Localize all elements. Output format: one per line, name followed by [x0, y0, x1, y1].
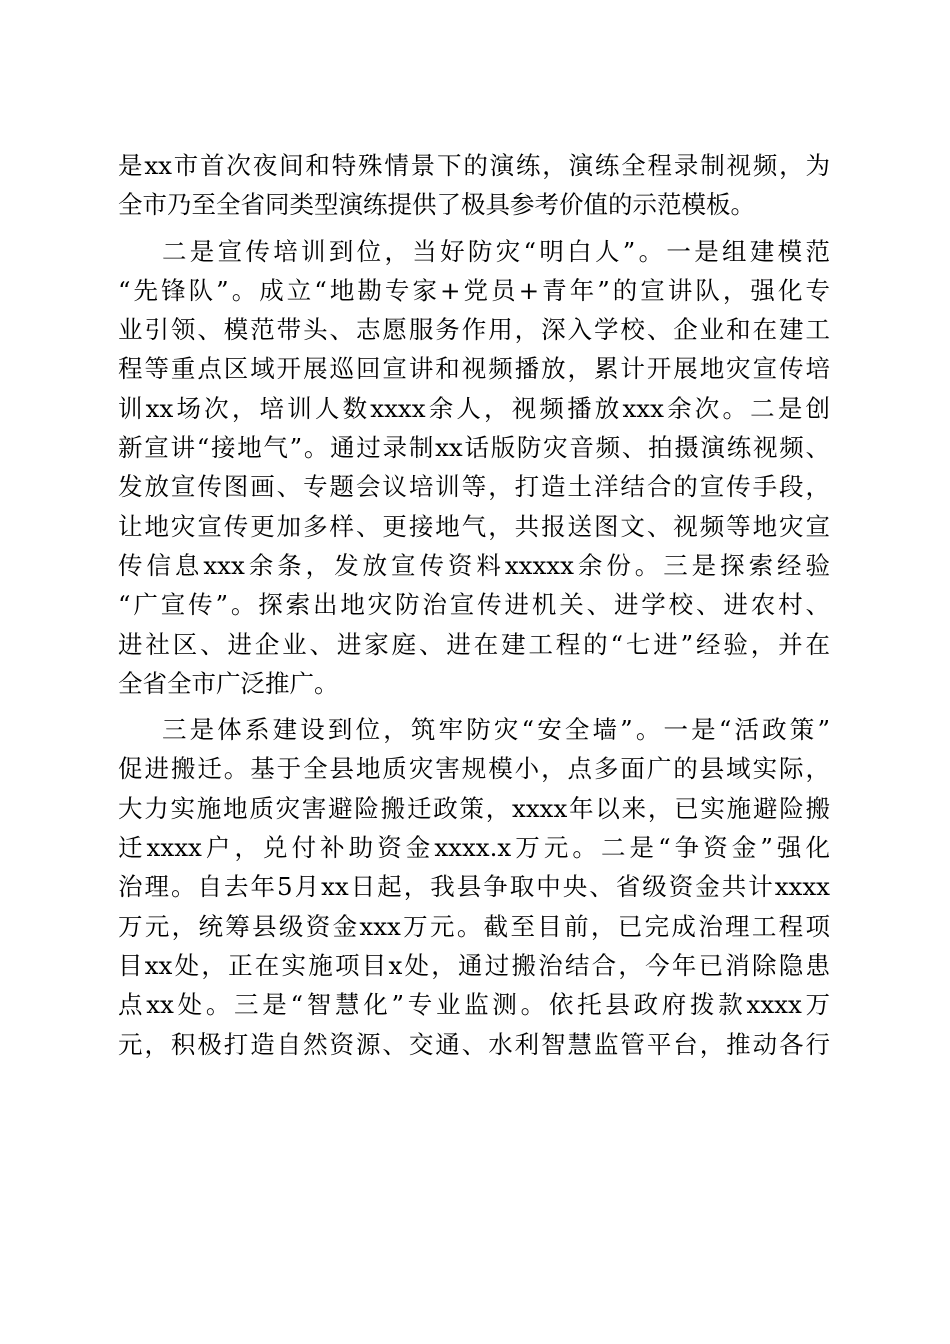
paragraph-spacer: [118, 225, 830, 232]
paragraph-line: 全省全市广泛推广。: [118, 668, 339, 698]
paragraph-spacer: [118, 703, 830, 710]
paragraph-line: 万元，统筹县级资金xxx万元。截至目前，已完成治理工程项: [118, 911, 830, 941]
paragraph-line: 发放宣传图画、专题会议培训等，打造土洋结合的宣传手段，: [118, 472, 830, 502]
paragraph-1: [118, 146, 830, 225]
paragraph-line: 让地灾宣传更加多样、更接地气，共报送图文、视频等地灾宣: [118, 511, 830, 541]
paragraph-line: 治理。自去年5月xx日起，我县争取中央、省级资金共计xxxx: [118, 872, 830, 902]
paragraph-line: “先锋队”。成立“地勘专家+党员+青年”的宣讲队，强化专: [118, 275, 830, 305]
paragraph-line: 迁xxxx户，兑付补助资金xxxx.x万元。二是“争资金”强化: [118, 833, 830, 863]
paragraph-line: 促进搬迁。基于全县地质灾害规模小，点多面广的县域实际，: [118, 754, 830, 784]
paragraph-line: “广宣传”。探索出地灾防治宣传进机关、进学校、进农村、: [118, 590, 830, 620]
paragraph-line: 是xx市首次夜间和特殊情景下的演练，演练全程录制视频，为: [118, 151, 830, 180]
paragraph-line: 训xx场次，培训人数xxxx余人，视频播放xxx余次。二是创: [118, 393, 830, 423]
paragraph-2: [118, 232, 830, 704]
paragraph-line: 业引领、模范带头、志愿服务作用，深入学校、企业和在建工: [118, 315, 830, 345]
paragraph-line: 程等重点区域开展巡回宣讲和视频播放，累计开展地灾宣传培: [118, 354, 830, 384]
paragraph-line: 元，积极打造自然资源、交通、水利智慧监管平台，推动各行: [118, 1029, 830, 1059]
paragraph-line: 二是宣传培训到位，当好防灾“明白人”。一是组建模范: [162, 236, 830, 266]
paragraph-line: 点xx处。三是“智慧化”专业监测。依托县政府拨款xxxx万: [118, 990, 830, 1020]
paragraph-3: [118, 710, 830, 1064]
paragraph-line: 三是体系建设到位，筑牢防灾“安全墙”。一是“活政策”: [162, 715, 830, 745]
paragraph-line: 传信息xxx余条，发放宣传资料xxxxx余份。三是探索经验: [118, 550, 830, 580]
document-body: [118, 146, 830, 1064]
paragraph-line: 全市乃至全省同类型演练提供了极具参考价值的示范模板。: [118, 190, 755, 220]
paragraph-line: 新宣讲“接地气”。通过录制xx话版防灾音频、拍摄演练视频、: [118, 433, 830, 463]
paragraph-line: 目xx处，正在实施项目x处，通过搬治结合，今年已消除隐患: [118, 950, 830, 980]
paragraph-line: 进社区、进企业、进家庭、进在建工程的“七进”经验，并在: [118, 629, 830, 659]
paragraph-line: 大力实施地质灾害避险搬迁政策，xxxx年以来，已实施避险搬: [118, 793, 830, 823]
